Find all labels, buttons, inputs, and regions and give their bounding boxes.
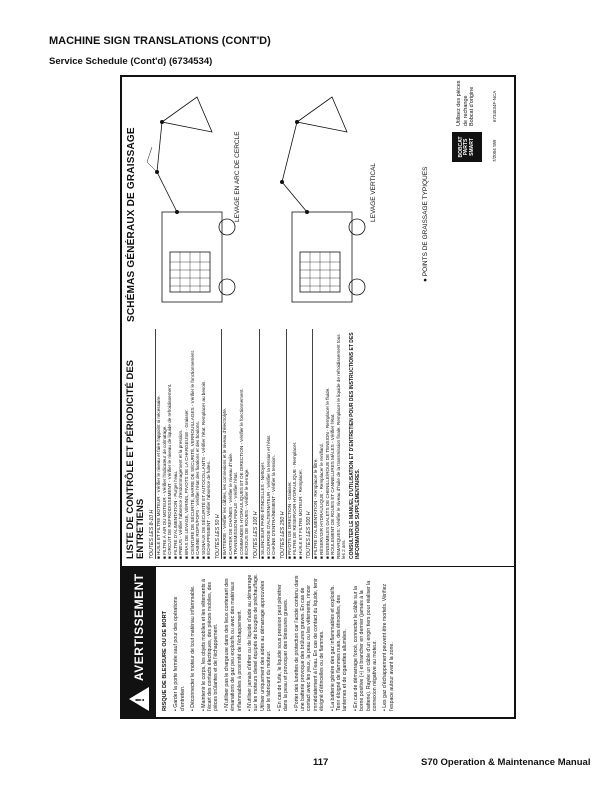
checklist-item: ■ CIRCUIT DE REFROIDISSEMENT - Vérifier le niveau de liquide de refroidissement. xyxy=(167,383,173,559)
section-heading: TOUTES LES 250 H xyxy=(280,329,287,559)
vertical-lift-label: LEVAGE VERTICAL xyxy=(370,162,377,222)
checklist-item: ■ FILTRE DE RÉSERVOIR HYDRAULIQUE - Remplacer. xyxy=(292,441,298,559)
checklist-item: ■ SIGNAUX DE SÉCURITÉ ET AUTOCOLLANTS - Vérifier l'état. Remplacer au besoin. xyxy=(200,380,206,559)
grease-point xyxy=(280,180,284,184)
checklist-item: ■ COURROIE D'ALTERNATEUR - Vérifier la tension et l'état. xyxy=(265,434,271,559)
warning-panel xyxy=(122,566,514,717)
checklist-item: ■ ROULEMENT DE ROUES ET CANNELURES MÂLES - Vérifier l'état. xyxy=(330,413,336,559)
manual-title: S70 Operation & Maintenance Manual xyxy=(421,757,591,768)
wheel-left xyxy=(349,279,365,295)
loader-body xyxy=(162,212,222,302)
parts-logo: BOBCAT PARTS SMART xyxy=(452,132,482,162)
radial-lift-loader-drawing xyxy=(147,97,235,302)
warning-lead: RISQUE DE BLESSURE OU DE MORT xyxy=(162,610,168,711)
checklist-item: ■ COMMANDES HYDRAULIQUES ET DE DIRECTION - Vérifier le fonctionnement. xyxy=(238,388,244,559)
cage-grid xyxy=(300,252,340,292)
warning-banner xyxy=(122,567,156,717)
wheel-left xyxy=(219,279,235,295)
lift-arm xyxy=(282,122,307,212)
parts-caption: Utilisez des pièces de rechange Bobcat d'origine xyxy=(456,80,475,126)
warning-paragraph: • En cas de démarrage forcé, connecter le câble sur la borne positive (+) et brancher en dernier (jamais à la batterie). Rayée un câble d'un engin tiers pour réaliser la connexion négative au moteur. xyxy=(352,580,378,711)
bucket xyxy=(297,97,347,132)
grease-point xyxy=(155,170,159,174)
checklist-item: ■ FILTRE D'ALIMENTATION - Purger l'eau. xyxy=(172,470,178,559)
checklist-item: ■ ÉCROUS DE ROUES - Vérifier le serrage. xyxy=(244,468,250,559)
warning-paragraph: • N'utiliser pas le chargeuse dans des lieux contenant des émanations de gaz peu explosifs ou avec des matériaux inflammables à proximité de l'échappement. xyxy=(223,578,243,711)
warning-triangle-icon: ! xyxy=(129,687,149,711)
section-heading: TOUTES LES 50 H xyxy=(215,329,222,559)
bucket xyxy=(162,97,212,132)
grease-legend: ● POINTS DE GRAISSAGE TYPIQUES xyxy=(422,166,429,282)
warning-paragraph: • En cas de fuite, le liquide sous pression peut pénétrer dans la peau et provoquer des blessures graves. xyxy=(276,584,290,711)
rotated-sign-content xyxy=(122,77,514,717)
grease-point xyxy=(160,120,164,124)
page-number: 117 xyxy=(313,757,329,768)
grease-point xyxy=(175,210,179,214)
service-schedule-sign xyxy=(120,75,516,719)
lubrication-diagrams xyxy=(122,77,514,322)
page-heading: MACHINE SIGN TRANSLATIONS (CONT'D) xyxy=(49,35,271,47)
checklist-title: LISTE DE CONTRÔLE ET PÉRIODICITÉ DES ENTRETIENS xyxy=(125,360,146,559)
checklist-item: ■ FILTRE D'ALIMENTATION - Remplacer le filtre. xyxy=(313,458,319,559)
wheel-right xyxy=(219,219,235,235)
checklist-item: ■ CARTER DE CHAÎNES - Vérifier le niveau d'huile. xyxy=(227,452,233,559)
page-subheading: Service Schedule (Cont'd) (6734534) xyxy=(49,56,213,67)
checklist-item: ■ ÉCHAPPEMENT - Vérifier l'absence de fuites. xyxy=(206,460,212,559)
grease-point xyxy=(295,120,299,124)
checklist-item: ■ FILTRE À AIR DU MOTEUR - Vérifier l'indicateur de colmatage. xyxy=(161,425,167,559)
lift-arm xyxy=(157,122,177,212)
checklist-item: ■ BRAS DE LEVAGE, VÉRINS, PIVOTS DE LA CHARGEUSE - Graisser. xyxy=(183,409,189,559)
warning-paragraph: • Garder la porte fermée sauf pour des opérations d'entretien. xyxy=(173,596,186,711)
checklist-item: ■ CEINTURE DE SÉCURITÉ, BARRE DE SÉCURITÉ, VERROUILLAGES - Vérifier le fonctionnement. xyxy=(189,349,195,559)
warning-paragraph: • Les gaz d'échappement peuvent être mortels. Vérifiez l'espace autour avant la zone. xyxy=(382,583,395,711)
checklist-item: ■ HUILE ET FILTRE MOTEUR - Remplacer. xyxy=(297,469,303,559)
pivot-callout-line xyxy=(147,147,157,172)
checklist-item: ■ RÉSERVOIR HYDRAULIQUE - Remplacer le reniflard. xyxy=(319,443,325,559)
section-heading: TOUTES LES 500 H xyxy=(306,329,313,559)
checklist-item: ■ BATTERIE - Vérifier les câbles, les connexions et le niveau d'électrolyte. xyxy=(221,407,227,559)
warning-paragraph: • Porter des lunettes de protection car l'acide contenu dans une batterie provoque des brûlures graves. En cas de contact avec les yeux, la peau ou les vêtements, rincer immédiatement à l'eau. En cas de contact du liquide, tenir éloigné d'étincelles ou de flammes. xyxy=(293,575,326,711)
vertical-lift-loader-drawing xyxy=(282,97,365,302)
warning-body xyxy=(156,567,405,717)
checklist-item: ■ SILENCIEUR PARE-ÉTINCELLES - Nettoyer. xyxy=(259,461,265,559)
checklist-footer: CONSULTER LE MANUEL D'UTILISATION ET D'ENTRETIEN POUR DES INSTRUCTIONS ET DES INFORMATIONS SUPPLÉMENTAIRES. xyxy=(349,332,362,559)
diagrams-title: SCHÉMAS GÉNÉRAUX DE GRAISSAGE xyxy=(126,127,137,322)
warning-paragraph: • La batterie génère des gaz inflammables et explosifs. Tenir éloigné de flammes nues, des étincelles, des lanternes et de cigarettes allumées. xyxy=(329,585,349,711)
warning-paragraph: • Déconnecter le moteur de tout matériau inflammable. xyxy=(190,585,197,711)
section-heading: TOUTES LES 100 H xyxy=(253,329,260,559)
checklist-remarks: REMARQUES: Vérifier le niveau d'huile de la transmission finale. Remplacer le liquide de refroidissement tous les 2 ans. xyxy=(335,334,347,559)
grease-point xyxy=(305,210,309,214)
wheel-right xyxy=(349,219,365,235)
sign-code: 7/2004 SW xyxy=(492,139,497,162)
warning-paragraph: • N'utiliser jamais d'éther ou de liquide d'aide au démarrage sur les moteurs diesel équipés de bougies de préchauffage. Utiliser uniquement des aides au démarrage approuvées par le fabricant du moteur. xyxy=(247,573,273,711)
radial-lift-label: LEVAGE EN ARC DE CERCLE xyxy=(234,131,241,222)
maintenance-checklist xyxy=(122,325,514,563)
checklist-item: ■ HUILE ET FILTRE MOTEUR - Vérifier le niveau et faire l'appoint si nécessaire. xyxy=(156,395,161,559)
sign-part-number: 6734534F-NCA xyxy=(492,90,497,122)
checklist-item: ■ PIVOTS DE DIRECTION - Graisser. xyxy=(286,481,292,559)
section-heading: TOUTES LES 8-10 H xyxy=(149,329,156,559)
loader-body xyxy=(292,212,352,302)
checklist-item: ■ PNEUS - Vérifier l'absence d'endommagement et la pression. xyxy=(178,429,184,559)
checklist-item: ■ CHAÎNE D'ENTRAÎNEMENT - Vérifier la tension. xyxy=(271,455,277,559)
checklist-item: ■ ENSEMBLES GALETS DE CHENILLE/ROUE DE TENSION - Remplacer le fluide. xyxy=(324,387,330,559)
checklist-item: ■ CABINE ROPS/FOPS - Vérifier l'état des fixations et des boulons. xyxy=(195,421,201,559)
warning-paragraph: • Maintenir le corps, les objets mobiles et les vêtements à l'écart des contacts électriques, des pièces mobiles, des pièces brûlantes et de l'échappement. xyxy=(200,579,220,711)
warning-title: AVERTISSEMENT xyxy=(132,573,146,681)
cage-grid xyxy=(170,252,210,292)
checklist-item: ■ TRANSMISSION FINALE - Vérifier l'état. xyxy=(233,471,239,559)
